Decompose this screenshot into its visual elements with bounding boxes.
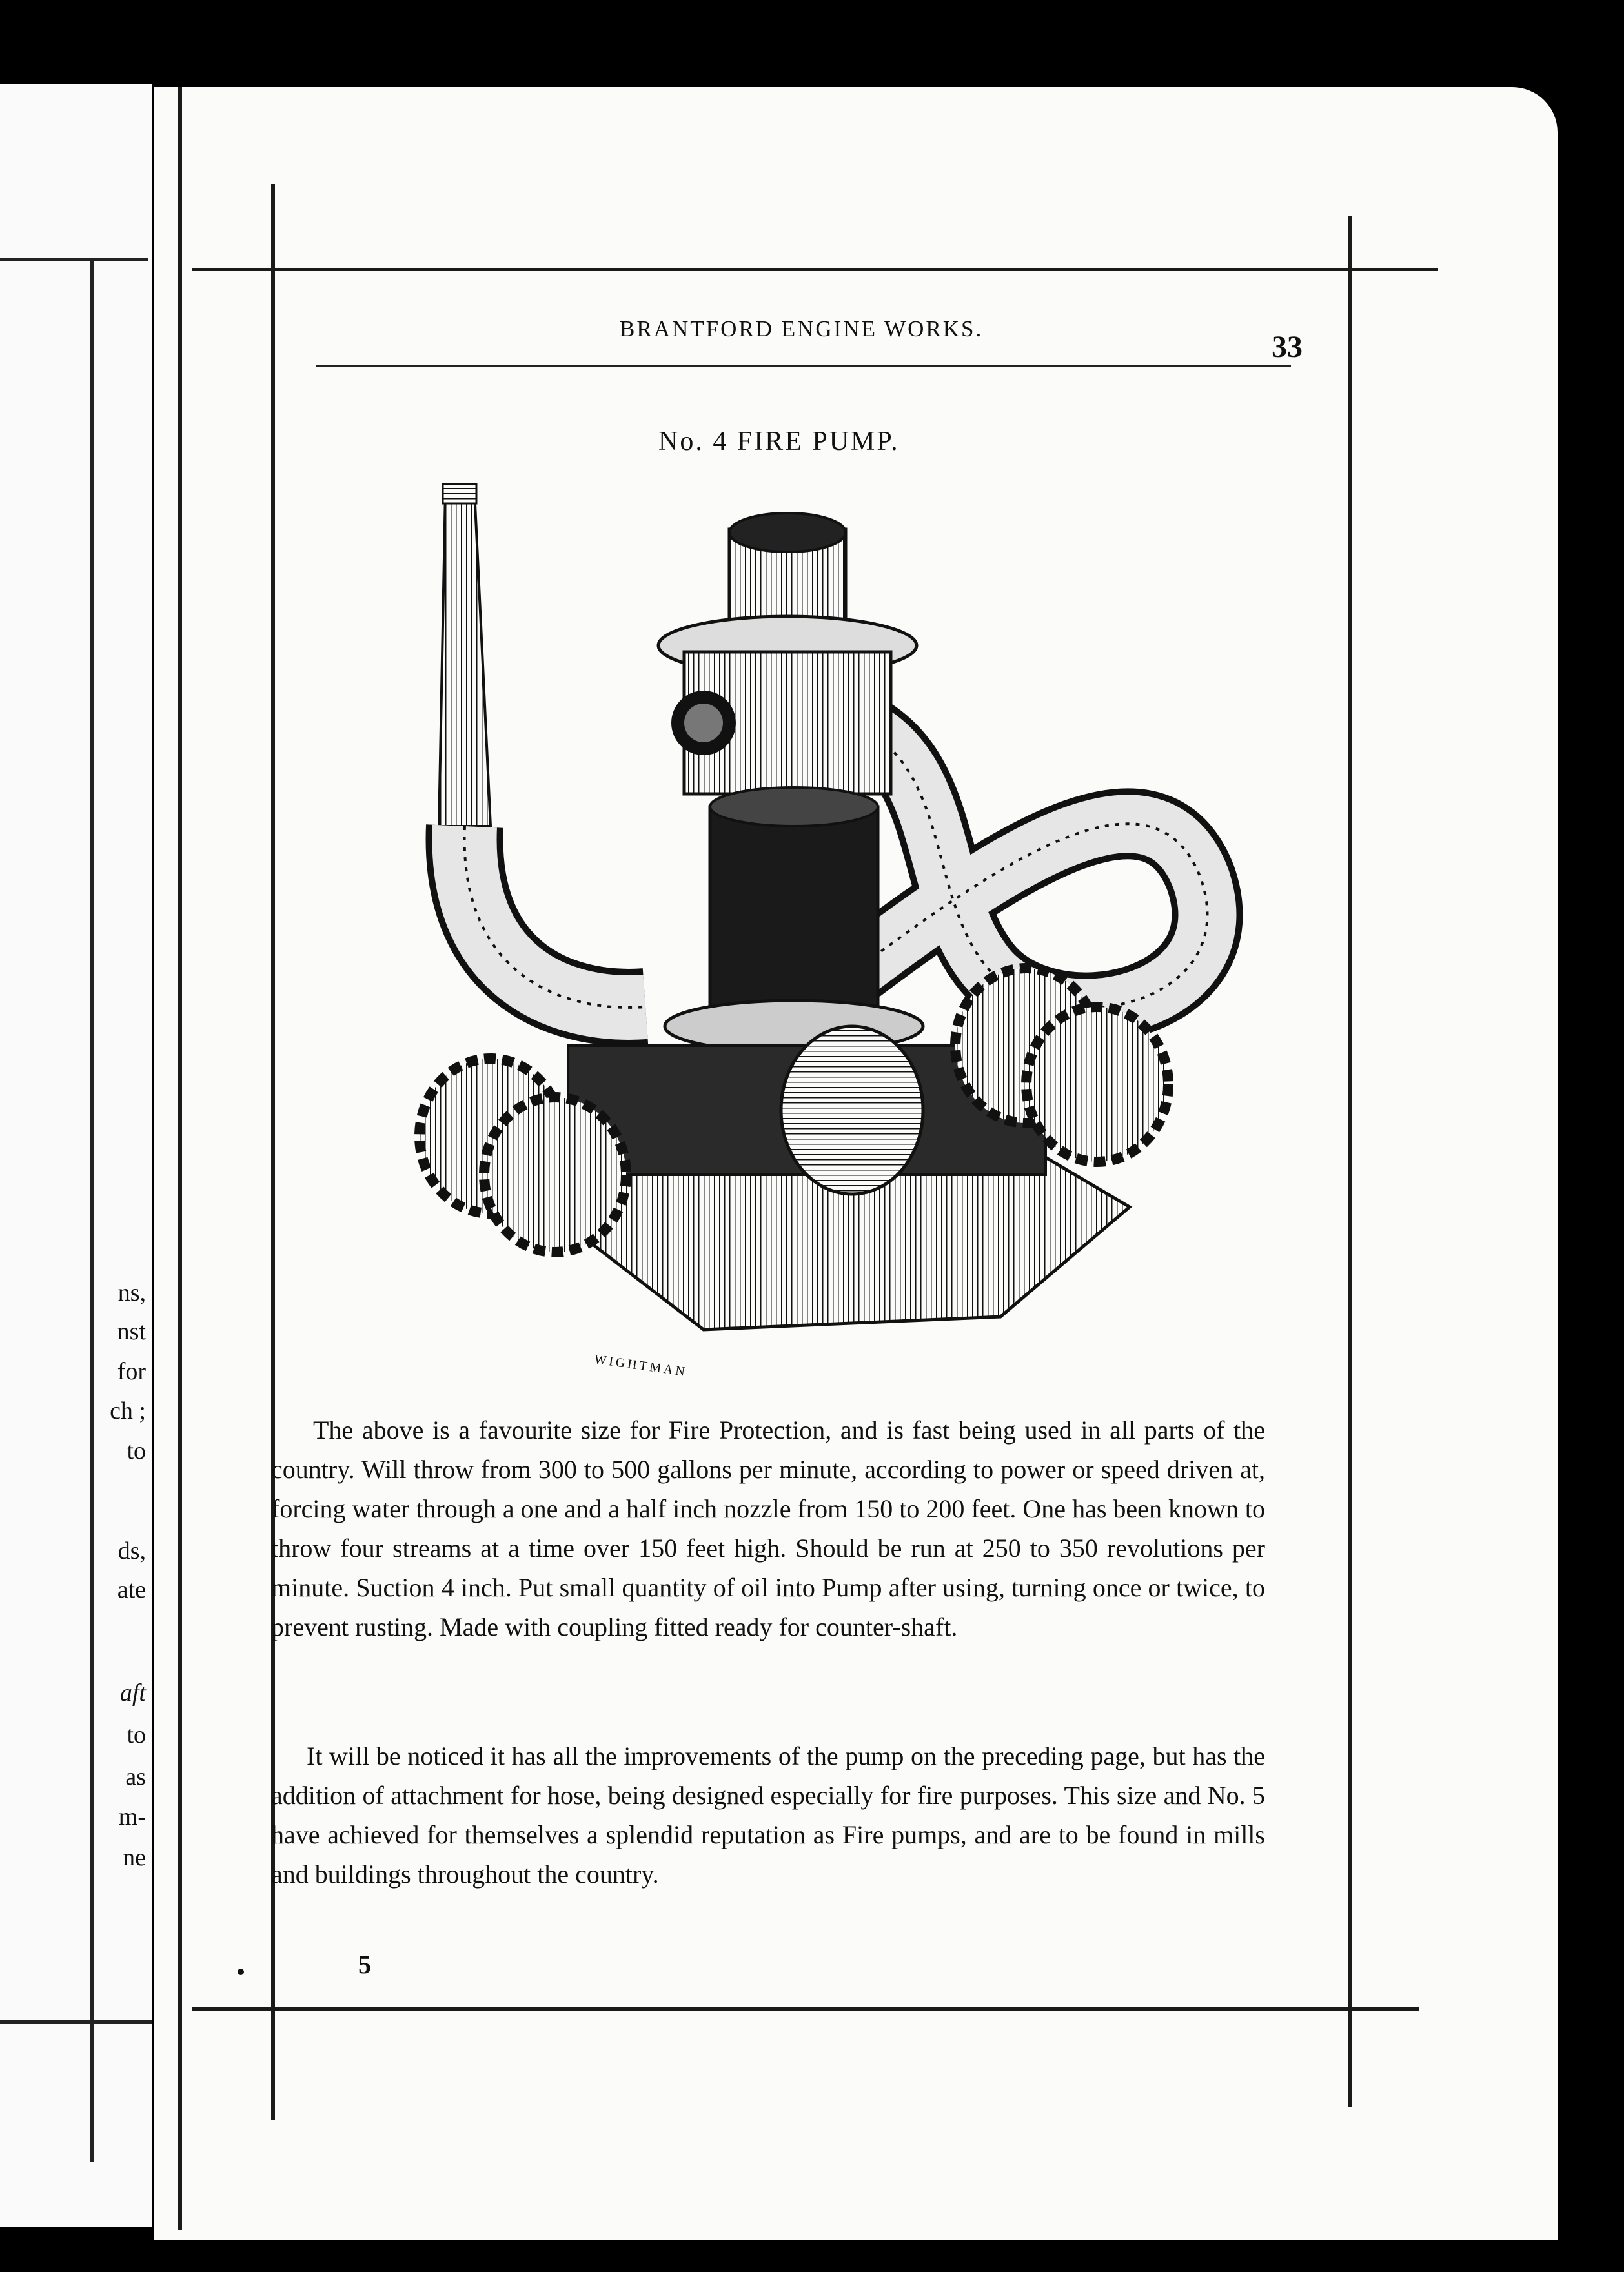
left-page-line: m- <box>118 1803 146 1831</box>
left-page-line: to <box>127 1721 146 1749</box>
nozzle <box>439 484 491 826</box>
body-paragraph: The above is a favourite size for Fire Protection, and is fast being used in all parts of the country. Will throw from 300 to 500 gallons per minute, according to power or speed driven at, forcing water through a one and a half inch nozzle from 150 to 200 feet. One has been known to throw four streams at a time over 150 feet high. Should be run at 250 to 350 revolutions per minute. Suction 4 inch. Put small quantity of oil into Pump after using, turning once or twice, to prevent rusting. Made with coupling fitted ready for counter-shaft. <box>271 1415 1265 1641</box>
left-page-line: ate <box>117 1576 146 1603</box>
ink-dot <box>238 1969 244 1975</box>
left-page-fragment <box>0 84 152 2227</box>
left-page-line: ds, <box>117 1537 146 1565</box>
frame-rule-bottom <box>192 2007 1419 2011</box>
left-page-rule-bottom <box>0 2020 152 2024</box>
page-number: 33 <box>1272 330 1303 364</box>
engraver-credit: WIGHTMAN <box>593 1352 689 1380</box>
fire-pump-engraving <box>342 478 1265 1394</box>
running-head-rule <box>316 365 1291 367</box>
left-page-line: to <box>127 1437 146 1465</box>
left-page-line: for <box>117 1358 146 1385</box>
page-edge-rule <box>178 87 182 2230</box>
page-title: No. 4 FIRE PUMP. <box>658 427 900 456</box>
left-page-line: ch ; <box>110 1397 146 1425</box>
left-page-line: nst <box>117 1318 146 1345</box>
left-page-line: ne <box>123 1844 146 1871</box>
left-page-rule-top <box>0 258 148 261</box>
frame-rule-right <box>1348 216 1352 2107</box>
left-page-line: aft <box>119 1679 146 1707</box>
left-page-line: as <box>125 1763 146 1790</box>
body-paragraph: It will be noticed it has all the improvements of the pump on the preceding page, but has the addition of attachment for hose, being designed especially for fire purposes. This size and No. 5 have achieved for themselves a splendid reputation as Fire pumps, and are to be found in mills and buildings throughout the country. <box>271 1741 1265 1889</box>
running-head: BRANTFORD ENGINE WORKS. <box>620 316 984 341</box>
frame-rule-top <box>192 268 1438 271</box>
pump-cylinder <box>710 807 878 1020</box>
left-page-rule-vertical <box>90 258 94 2162</box>
signature-mark: 5 <box>358 1950 371 1979</box>
left-page-line: ns, <box>117 1279 146 1306</box>
